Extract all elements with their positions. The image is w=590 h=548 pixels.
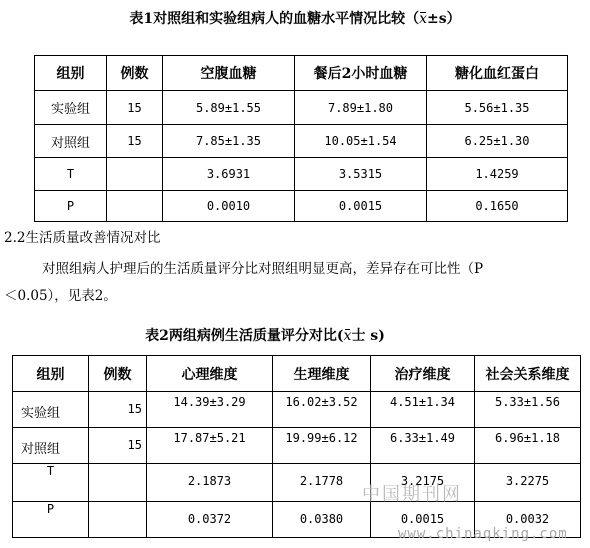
- x-bar-symbol: x: [419, 11, 428, 27]
- table2-caption-suffix: 士 s): [351, 328, 385, 344]
- table1-value-cell: 0.0015: [295, 191, 427, 222]
- table-row: [35, 191, 568, 222]
- table-row: [35, 158, 568, 191]
- table2-value-cell: 6.96±1.18: [475, 428, 581, 464]
- table2-header-cell: 治疗维度: [371, 356, 475, 392]
- table1-value-cell: 5.56±1.35: [427, 91, 568, 125]
- table2-count-cell: 15: [89, 428, 147, 464]
- table2-value-cell: 0.0380: [273, 502, 371, 538]
- table1-caption-suffix: ±s）: [427, 11, 461, 27]
- table1-header-cell: 例数: [107, 56, 163, 91]
- table2-value-cell: 16.02±3.52: [273, 392, 371, 428]
- table1-value-cell: 10.05±1.54: [295, 125, 427, 158]
- table1-stat-label-cell: P: [35, 191, 107, 222]
- table1-count-cell: 15: [107, 125, 163, 158]
- table1: [34, 55, 568, 222]
- table-row: [13, 428, 581, 464]
- table1-caption: [0, 8, 590, 28]
- table1-value-cell: 7.89±1.80: [295, 91, 427, 125]
- table2-value-cell: 14.39±3.29: [147, 392, 273, 428]
- watermark-url: www.chinaqking.com: [398, 526, 568, 542]
- table1-value-cell: 0.0010: [163, 191, 295, 222]
- table2-value-cell: 3.2175: [371, 464, 475, 502]
- table2-header-cell: 社会关系维度: [475, 356, 581, 392]
- table2-group-cell: 对照组: [13, 428, 89, 464]
- table-row: [35, 91, 568, 125]
- table2-count-cell: [89, 502, 147, 538]
- table1-count-cell: [107, 191, 163, 222]
- table2-caption: [0, 325, 530, 345]
- table2-value-cell: 17.87±5.21: [147, 428, 273, 464]
- table2-header-cell: 生理维度: [273, 356, 371, 392]
- table2-value-cell: 5.33±1.56: [475, 392, 581, 428]
- table-row: [13, 464, 581, 502]
- table1-header-cell: 组别: [35, 56, 107, 91]
- table2-stat-label-cell: T: [13, 464, 89, 502]
- table2-stat-label-cell: P: [13, 502, 89, 538]
- table2-caption-prefix: 表2两组病例生活质量评分对比(: [145, 328, 344, 344]
- table1-value-cell: 0.1650: [427, 191, 568, 222]
- table1-count-cell: [107, 158, 163, 191]
- table1-header-cell: 空腹血糖: [163, 56, 295, 91]
- table2-count-cell: 15: [89, 392, 147, 428]
- paragraph-line-2: ＜0.05），见表2。: [4, 288, 117, 304]
- table1-count-cell: 15: [107, 91, 163, 125]
- table1-caption-prefix: 表1对照组和实验组病人的血糖水平情况比较（: [129, 11, 420, 27]
- table2-header-row: [13, 356, 581, 392]
- table1-header-cell: 糖化血红蛋白: [427, 56, 568, 91]
- table1-header-cell: 餐后2小时血糖: [295, 56, 427, 91]
- table2-value-cell: 0.0032: [475, 502, 581, 538]
- table1-stat-label-cell: T: [35, 158, 107, 191]
- paragraph-line-1: 对照组病人护理后的生活质量评分比对照组明显更高，差异存在可比性（P: [42, 261, 484, 277]
- table2-value-cell: 4.51±1.34: [371, 392, 475, 428]
- table1-value-cell: 7.85±1.35: [163, 125, 295, 158]
- table2-value-cell: 2.1873: [147, 464, 273, 502]
- table1-value-cell: 3.6931: [163, 158, 295, 191]
- x-bar-symbol: x: [343, 328, 352, 344]
- table2: [12, 355, 581, 538]
- table2-header-cell: 组别: [13, 356, 89, 392]
- table2-value-cell: 3.2275: [475, 464, 581, 502]
- table2-header-cell: 例数: [89, 356, 147, 392]
- table2-value-cell: 6.33±1.49: [371, 428, 475, 464]
- table1-group-cell: 对照组: [35, 125, 107, 158]
- table-row: [13, 392, 581, 428]
- table1-header-row: [35, 56, 568, 91]
- table2-value-cell: 0.0372: [147, 502, 273, 538]
- table1-value-cell: 3.5315: [295, 158, 427, 191]
- table2-count-cell: [89, 464, 147, 502]
- table1-value-cell: 5.89±1.55: [163, 91, 295, 125]
- watermark-site-name: 中国期刊网: [362, 484, 462, 505]
- table1-value-cell: 1.4259: [427, 158, 568, 191]
- table1-group-cell: 实验组: [35, 91, 107, 125]
- table2-value-cell: 2.1778: [273, 464, 371, 502]
- table2-header-cell: 心理维度: [147, 356, 273, 392]
- table2-value-cell: 19.99±6.12: [273, 428, 371, 464]
- table-row: [35, 125, 568, 158]
- table2-group-cell: 实验组: [13, 392, 89, 428]
- section-heading: 2.2生活质量改善情况对比: [4, 230, 161, 246]
- table2-value-cell: 0.0015: [371, 502, 475, 538]
- table1-value-cell: 6.25±1.30: [427, 125, 568, 158]
